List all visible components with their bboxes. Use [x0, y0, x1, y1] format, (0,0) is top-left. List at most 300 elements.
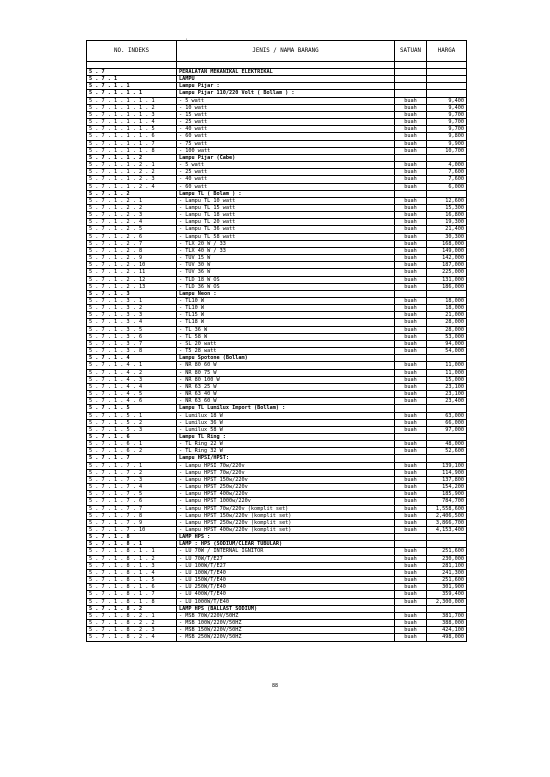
name-cell: - LU 400W/T/E40	[177, 591, 395, 598]
unit-cell: buah	[395, 119, 427, 126]
index-cell: 5 . 7 . 1 . 6 . 1	[87, 441, 177, 448]
name-cell: - Lumilux 58 W	[177, 426, 395, 433]
price-table	[86, 40, 467, 642]
index-cell: 5 . 7 . 1 . 1 . 1 . 1	[87, 97, 177, 104]
index-cell: 5 . 7 . 1 . 4	[87, 355, 177, 362]
table-row	[87, 111, 467, 118]
unit-cell: buah	[395, 383, 427, 390]
name-cell: - Lampu HPST 150w/220v (komplit set)	[177, 512, 395, 519]
index-cell: 5 . 7 . 1 . 5 . 1	[87, 412, 177, 419]
name-cell: Lampu Pijar (Cabe)	[177, 154, 395, 161]
price-cell: 139,100	[427, 462, 467, 469]
unit-cell: buah	[395, 233, 427, 240]
unit-cell: buah	[395, 283, 427, 290]
name-cell: - 15 watt	[177, 111, 395, 118]
name-cell: - TLD 36 W OS	[177, 283, 395, 290]
name-cell: LAMP : HPS (SODIUM/CLEAR TUBULAR)	[177, 541, 395, 548]
name-cell: Lampu TL Lumilux Import (Bollam) :	[177, 405, 395, 412]
unit-cell: buah	[395, 548, 427, 555]
index-cell: 5 . 7 . 1 . 8 . 1 . 7	[87, 591, 177, 598]
price-cell: 66,000	[427, 419, 467, 426]
name-cell: - TLX 20 W / 33	[177, 240, 395, 247]
table-row	[87, 484, 467, 491]
unit-cell: buah	[395, 326, 427, 333]
table-row	[87, 169, 467, 176]
table-row	[87, 369, 467, 376]
table-row	[87, 147, 467, 154]
index-cell: 5 . 7 . 1 . 1 . 1 . 5	[87, 126, 177, 133]
table-row	[87, 505, 467, 512]
index-cell: 5 . 7 . 1 . 3 . 4	[87, 319, 177, 326]
unit-cell: buah	[395, 219, 427, 226]
name-cell: - 5 watt	[177, 97, 395, 104]
table-row	[87, 204, 467, 211]
index-cell: 5 . 7 . 1 . 7 . 5	[87, 491, 177, 498]
table-row	[87, 69, 467, 76]
unit-cell: buah	[395, 598, 427, 605]
price-cell: 12,600	[427, 197, 467, 204]
table-row	[87, 591, 467, 598]
name-cell: - TL10 W	[177, 298, 395, 305]
price-cell: 301,900	[427, 584, 467, 591]
index-cell: 5 . 7 . 1 . 7 . 4	[87, 484, 177, 491]
unit-cell: buah	[395, 634, 427, 641]
price-cell: 185,900	[427, 491, 467, 498]
name-cell: - Lampu HPST 400w/220v (komplit set)	[177, 527, 395, 534]
table-row	[87, 548, 467, 555]
index-cell: 5 . 7 . 1 . 8 . 2 . 3	[87, 627, 177, 634]
unit-cell: buah	[395, 147, 427, 154]
unit-cell	[395, 541, 427, 548]
index-cell: 5 . 7 . 1 . 1 . 2 . 2	[87, 169, 177, 176]
table-row	[87, 491, 467, 498]
table-row	[87, 376, 467, 383]
index-cell: 5 . 7 . 1 . 8 . 1 . 3	[87, 562, 177, 569]
price-cell: 63,000	[427, 412, 467, 419]
price-cell: 53,000	[427, 333, 467, 340]
name-cell: - 25 watt	[177, 169, 395, 176]
name-cell: - Lampu HPST 70w/220v (komplit set)	[177, 505, 395, 512]
unit-cell: buah	[395, 255, 427, 262]
table-row	[87, 534, 467, 541]
name-cell: - MSB 250W/220V/50HZ	[177, 634, 395, 641]
index-cell: 5 . 7 . 1 . 5	[87, 405, 177, 412]
unit-cell	[395, 405, 427, 412]
table-row	[87, 83, 467, 90]
table-row	[87, 298, 467, 305]
price-cell: 19,300	[427, 219, 467, 226]
index-cell: 5 . 7 . 1 . 1 . 2 . 1	[87, 162, 177, 169]
table-row	[87, 584, 467, 591]
name-cell: - Lampu TL 10 watt	[177, 197, 395, 204]
index-cell: 5 . 7 . 1 . 2 . 4	[87, 219, 177, 226]
unit-cell: buah	[395, 247, 427, 254]
price-cell: 187,000	[427, 262, 467, 269]
table-row	[87, 126, 467, 133]
index-cell: 5 . 7 . 1 . 4 . 3	[87, 376, 177, 383]
price-cell: 4,153,400	[427, 527, 467, 534]
price-cell	[427, 290, 467, 297]
price-cell: 11,000	[427, 362, 467, 369]
unit-cell	[395, 534, 427, 541]
index-cell: 5 . 7 . 1 . 6	[87, 433, 177, 440]
name-cell: - 5 watt	[177, 162, 395, 169]
price-cell: 1,558,600	[427, 505, 467, 512]
name-cell: - TLD 18 W OS	[177, 276, 395, 283]
unit-cell: buah	[395, 111, 427, 118]
price-cell: 23,100	[427, 383, 467, 390]
price-cell: 9,400	[427, 104, 467, 111]
name-cell: - Lampu HPST 1000w/220v	[177, 498, 395, 505]
name-cell: Lampu TL Ring :	[177, 433, 395, 440]
name-cell: Lampu TL ( Bolam ) :	[177, 190, 395, 197]
table-row	[87, 362, 467, 369]
unit-cell: buah	[395, 398, 427, 405]
table-row	[87, 162, 467, 169]
unit-cell: buah	[395, 97, 427, 104]
page-number: 88	[271, 683, 279, 689]
index-cell: 5 . 7 . 1 . 1 . 1 . 4	[87, 119, 177, 126]
name-cell: - NR 80 75 W	[177, 369, 395, 376]
index-cell: 5 . 7 . 1 . 8 . 1 . 8	[87, 598, 177, 605]
unit-cell: buah	[395, 176, 427, 183]
name-cell: - MSB 100W/220V/50HZ	[177, 620, 395, 627]
name-cell: LAMP HPS :	[177, 534, 395, 541]
table-row	[87, 598, 467, 605]
name-cell: Lampu Spotone (Bollam)	[177, 355, 395, 362]
index-cell: 5 . 7 . 1 . 4 . 1	[87, 362, 177, 369]
unit-cell: buah	[395, 491, 427, 498]
col-price-header: HARGA	[427, 41, 467, 62]
index-cell: 5 . 7 . 1 . 8 . 1 . 6	[87, 584, 177, 591]
price-cell: 186,000	[427, 283, 467, 290]
unit-cell: buah	[395, 584, 427, 591]
table-row	[87, 340, 467, 347]
unit-cell: buah	[395, 562, 427, 569]
name-cell: - 60 watt	[177, 183, 395, 190]
index-cell: 5 . 7 . 1 . 2	[87, 190, 177, 197]
index-cell: 5 . 7 . 1 . 8 . 1 . 2	[87, 555, 177, 562]
price-cell: 48,000	[427, 441, 467, 448]
table-row	[87, 326, 467, 333]
unit-cell: buah	[395, 162, 427, 169]
price-cell: 10,700	[427, 147, 467, 154]
index-cell: 5 . 7 . 1 . 3 . 2	[87, 305, 177, 312]
unit-cell: buah	[395, 512, 427, 519]
name-cell: - Lampu TL 58 watt	[177, 233, 395, 240]
index-cell: 5 . 7 . 1 . 7 . 1	[87, 462, 177, 469]
table-row	[87, 519, 467, 526]
unit-cell: buah	[395, 591, 427, 598]
name-cell: - TL15 W	[177, 312, 395, 319]
table-row	[87, 448, 467, 455]
unit-cell	[395, 76, 427, 83]
index-cell: 5 . 7 . 1 . 1 . 2 . 3	[87, 176, 177, 183]
table-row	[87, 219, 467, 226]
index-cell: 5 . 7 . 1 . 2 . 3	[87, 212, 177, 219]
index-cell: 5 . 7 . 1 . 3	[87, 290, 177, 297]
unit-cell: buah	[395, 319, 427, 326]
price-cell	[427, 541, 467, 548]
name-cell: - 100 watt	[177, 147, 395, 154]
index-cell: 5 . 7 . 1 . 8 . 2 . 1	[87, 612, 177, 619]
price-cell: 28,000	[427, 326, 467, 333]
table-row	[87, 97, 467, 104]
table-row	[87, 426, 467, 433]
table-row	[87, 441, 467, 448]
table-row	[87, 183, 467, 190]
unit-cell: buah	[395, 527, 427, 534]
index-cell: 5 . 7 . 1 . 4 . 6	[87, 398, 177, 405]
price-cell: 381,700	[427, 612, 467, 619]
index-cell: 5 . 7 . 1	[87, 76, 177, 83]
unit-cell: buah	[395, 212, 427, 219]
table-row	[87, 305, 467, 312]
price-cell: 424,100	[427, 627, 467, 634]
table-row	[87, 627, 467, 634]
price-cell: 9,400	[427, 97, 467, 104]
price-cell: 251,600	[427, 548, 467, 555]
name-cell: - 60 watt	[177, 133, 395, 140]
index-cell: 5 . 7 . 1 . 7 . 10	[87, 527, 177, 534]
unit-cell: buah	[395, 476, 427, 483]
index-cell: 5 . 7 . 1 . 8 . 2	[87, 605, 177, 612]
name-cell: - 25 watt	[177, 119, 395, 126]
name-cell: - LU 70W / INTERNAL IGNITOR	[177, 548, 395, 555]
name-cell: PERALATAN MEKANIKAL ELEKTRIKAL	[177, 69, 395, 76]
table-row	[87, 455, 467, 462]
index-cell: 5 . 7 . 1 . 3 . 5	[87, 326, 177, 333]
name-cell: - LU 150W/T/E40	[177, 577, 395, 584]
price-cell	[427, 405, 467, 412]
price-cell: 23,400	[427, 398, 467, 405]
unit-cell: buah	[395, 620, 427, 627]
price-cell	[427, 90, 467, 97]
unit-cell: buah	[395, 448, 427, 455]
unit-cell	[395, 69, 427, 76]
unit-cell	[395, 355, 427, 362]
table-row	[87, 348, 467, 355]
price-cell	[427, 455, 467, 462]
index-cell: 5 . 7 . 1 . 2 . 2	[87, 204, 177, 211]
unit-cell: buah	[395, 262, 427, 269]
unit-cell: buah	[395, 240, 427, 247]
table-row	[87, 333, 467, 340]
name-cell: Lampu HPSI/HPST:	[177, 455, 395, 462]
table-row	[87, 562, 467, 569]
name-cell: Lampu Neon :	[177, 290, 395, 297]
index-cell: 5 . 7 . 1 . 8 . 1 . 1	[87, 548, 177, 555]
unit-cell: buah	[395, 484, 427, 491]
name-cell: - 40 watt	[177, 176, 395, 183]
col-index-header: NO. INDEKS	[87, 41, 177, 62]
unit-cell	[395, 605, 427, 612]
unit-cell: buah	[395, 305, 427, 312]
unit-cell: buah	[395, 555, 427, 562]
unit-cell: buah	[395, 391, 427, 398]
index-cell: 5 . 7 . 1 . 1 . 1 . 7	[87, 140, 177, 147]
unit-cell: buah	[395, 312, 427, 319]
col-name-header: JENIS / NAMA BARANG	[177, 41, 395, 62]
unit-cell: buah	[395, 104, 427, 111]
price-cell	[427, 190, 467, 197]
name-cell: - TL 58 W	[177, 333, 395, 340]
unit-cell: buah	[395, 441, 427, 448]
unit-cell: buah	[395, 226, 427, 233]
unit-cell: buah	[395, 362, 427, 369]
table-row	[87, 634, 467, 641]
index-cell: 5 . 7 . 1 . 7 . 2	[87, 469, 177, 476]
price-cell: 9,700	[427, 119, 467, 126]
table-row	[87, 262, 467, 269]
name-cell: - NR 80 60 W	[177, 362, 395, 369]
unit-cell: buah	[395, 348, 427, 355]
unit-cell: buah	[395, 462, 427, 469]
index-cell: 5 . 7 . 1 . 4 . 2	[87, 369, 177, 376]
table-row	[87, 555, 467, 562]
table-row	[87, 462, 467, 469]
price-cell: 149,000	[427, 247, 467, 254]
table-row	[87, 541, 467, 548]
index-cell: 5 . 7 . 1 . 2 . 1	[87, 197, 177, 204]
index-cell: 5 . 7 . 1 . 3 . 1	[87, 298, 177, 305]
price-cell: 498,000	[427, 634, 467, 641]
price-cell: 21,400	[427, 226, 467, 233]
table-row	[87, 419, 467, 426]
table-row	[87, 355, 467, 362]
price-cell: 131,000	[427, 276, 467, 283]
price-cell: 3,866,700	[427, 519, 467, 526]
unit-cell: buah	[395, 126, 427, 133]
index-cell: 5 . 7 . 1 . 2 . 10	[87, 262, 177, 269]
price-cell	[427, 76, 467, 83]
table-row	[87, 498, 467, 505]
index-cell: 5 . 7 . 1 . 2 . 13	[87, 283, 177, 290]
unit-cell	[395, 190, 427, 197]
price-cell: 359,400	[427, 591, 467, 598]
name-cell: - LU 70W/T/E27	[177, 555, 395, 562]
name-cell: - LU 1000W/T/E40	[177, 598, 395, 605]
unit-cell: buah	[395, 133, 427, 140]
price-cell	[427, 355, 467, 362]
price-cell: 784,700	[427, 498, 467, 505]
unit-cell: buah	[395, 204, 427, 211]
unit-cell: buah	[395, 426, 427, 433]
price-cell	[427, 433, 467, 440]
name-cell: - Lampu TL 20 watt	[177, 219, 395, 226]
table-row	[87, 398, 467, 405]
index-cell: 5 . 7 . 1 . 3 . 8	[87, 348, 177, 355]
unit-cell: buah	[395, 298, 427, 305]
index-cell: 5 . 7 . 1 . 8 . 1 . 4	[87, 569, 177, 576]
name-cell: - TL18 W	[177, 319, 395, 326]
price-cell: 114,900	[427, 469, 467, 476]
price-cell: 230,000	[427, 555, 467, 562]
price-cell	[427, 534, 467, 541]
unit-cell	[395, 90, 427, 97]
table-row	[87, 512, 467, 519]
index-cell: 5 . 7 . 1 . 7 . 7	[87, 505, 177, 512]
unit-cell: buah	[395, 412, 427, 419]
price-cell	[427, 605, 467, 612]
unit-cell	[395, 154, 427, 161]
table-row	[87, 319, 467, 326]
price-cell: 142,000	[427, 255, 467, 262]
table-row	[87, 469, 467, 476]
price-cell: 97,000	[427, 426, 467, 433]
name-cell: - Lampu HPST 70w/220v	[177, 469, 395, 476]
unit-cell: buah	[395, 169, 427, 176]
price-cell: 16,800	[427, 212, 467, 219]
name-cell: - SL 20 watt	[177, 340, 395, 347]
table-row	[87, 612, 467, 619]
index-cell: 5 . 7 . 1 . 2 . 6	[87, 233, 177, 240]
name-cell: Lampu Pijar :	[177, 83, 395, 90]
index-cell: 5 . 7 . 1 . 8 . 1	[87, 541, 177, 548]
unit-cell: buah	[395, 519, 427, 526]
table-row	[87, 140, 467, 147]
price-cell: 18,000	[427, 298, 467, 305]
name-cell: - TUV 30 W	[177, 262, 395, 269]
table-row	[87, 605, 467, 612]
table-row	[87, 577, 467, 584]
price-cell: 9,700	[427, 126, 467, 133]
table-row	[87, 312, 467, 319]
name-cell: - NR 63 25 W	[177, 383, 395, 390]
table-row	[87, 119, 467, 126]
index-cell: 5 . 7 . 1 . 4 . 4	[87, 383, 177, 390]
name-cell: - 10 watt	[177, 104, 395, 111]
price-cell	[427, 154, 467, 161]
index-cell: 5 . 7 . 1 . 2 . 11	[87, 269, 177, 276]
col-unit-header: SATUAN	[395, 41, 427, 62]
table-row	[87, 276, 467, 283]
price-cell: 2,406,500	[427, 512, 467, 519]
table-row	[87, 391, 467, 398]
index-cell: 5 . 7 . 1 . 2 . 8	[87, 247, 177, 254]
name-cell: - Lampu TL 18 watt	[177, 212, 395, 219]
index-cell: 5 . 7 . 1 . 1 . 1 . 6	[87, 133, 177, 140]
name-cell: - NR 63 40 W	[177, 391, 395, 398]
price-cell: 30,300	[427, 233, 467, 240]
index-cell: 5 . 7	[87, 69, 177, 76]
table-row	[87, 269, 467, 276]
index-cell: 5 . 7 . 1 . 2 . 9	[87, 255, 177, 262]
price-cell: 281,100	[427, 562, 467, 569]
index-cell: 5 . 7 . 1 . 1 . 1	[87, 90, 177, 97]
name-cell: - Lumilux 18 W	[177, 412, 395, 419]
unit-cell: buah	[395, 498, 427, 505]
table-row	[87, 133, 467, 140]
table-row	[87, 233, 467, 240]
name-cell: - TL 36 W	[177, 326, 395, 333]
name-cell: Lampu Pijar 110/220 Volt ( Bollam ) :	[177, 90, 395, 97]
price-cell: 225,000	[427, 269, 467, 276]
unit-cell: buah	[395, 469, 427, 476]
name-cell: - 40 watt	[177, 126, 395, 133]
index-cell: 5 . 7 . 1 . 1	[87, 83, 177, 90]
index-cell: 5 . 7 . 1 . 7 . 8	[87, 512, 177, 519]
unit-cell: buah	[395, 369, 427, 376]
table-row	[87, 176, 467, 183]
index-cell: 5 . 7 . 1 . 8 . 1 . 5	[87, 577, 177, 584]
price-cell: 11,000	[427, 369, 467, 376]
unit-cell: buah	[395, 612, 427, 619]
index-cell: 5 . 7 . 1 . 1 . 2	[87, 154, 177, 161]
price-cell: 21,000	[427, 312, 467, 319]
price-cell: 28,000	[427, 319, 467, 326]
index-cell: 5 . 7 . 1 . 7 . 3	[87, 476, 177, 483]
